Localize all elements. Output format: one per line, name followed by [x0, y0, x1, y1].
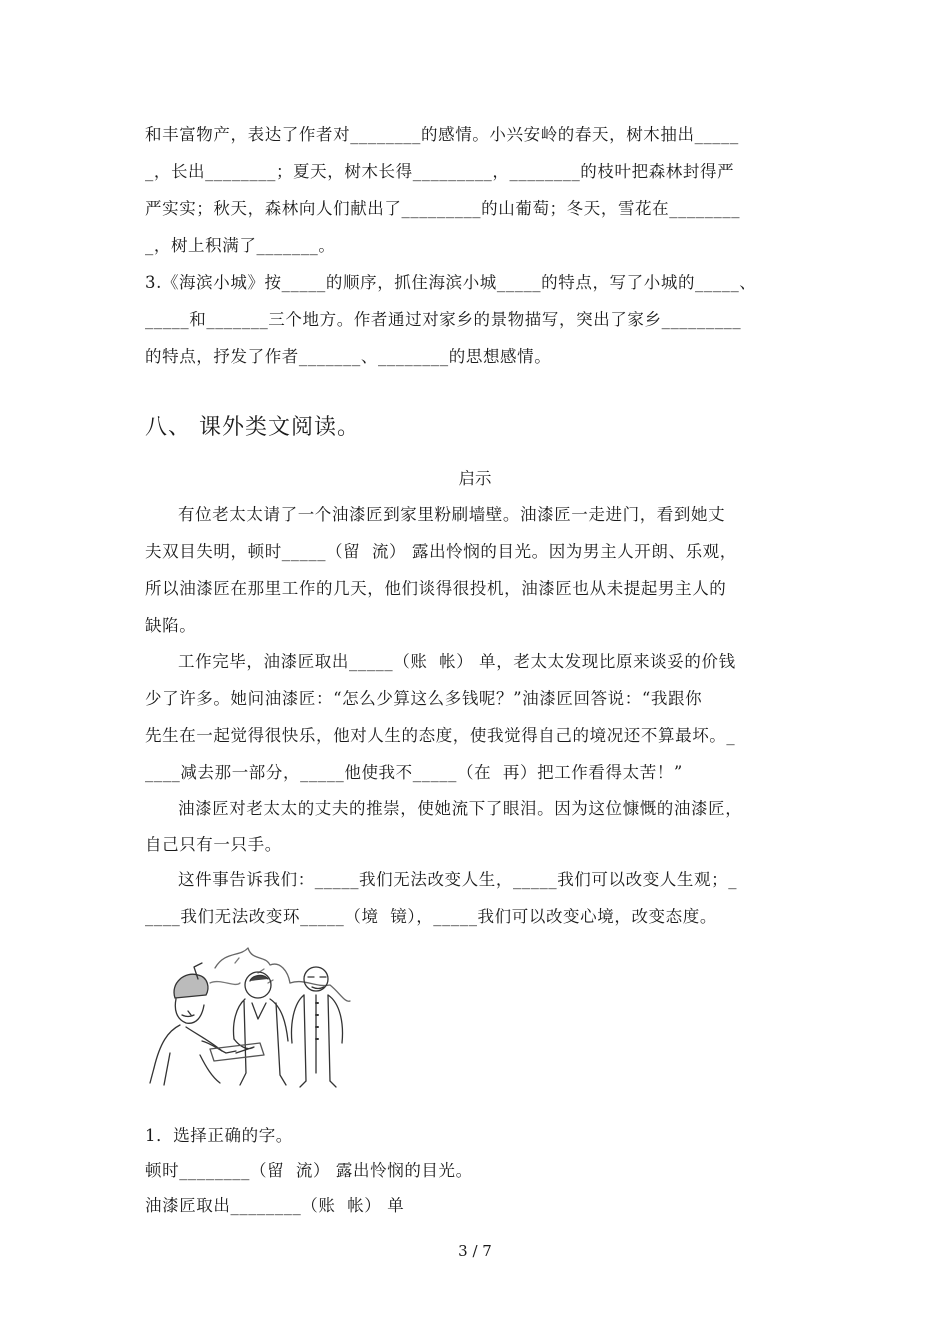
- story-line: 先生在一起觉得很快乐，他对人生的态度，使我觉得自己的境况还不算最坏。_: [145, 726, 736, 745]
- page-number: 3 / 7: [458, 1242, 492, 1260]
- question-item: 油漆匠取出________（账 帐） 单: [145, 1196, 405, 1215]
- story-title: 启示: [458, 469, 492, 488]
- section-heading: 八、 课外类文阅读。: [145, 415, 360, 440]
- passage-line: 和丰富物产，表达了作者对________的感情。小兴安岭的春天，树木抽出_____: [145, 125, 739, 144]
- question-item: 顿时________（留 流） 露出怜悯的目光。: [145, 1161, 473, 1180]
- passage-line: 的特点，抒发了作者_______、________的思想感情。: [145, 347, 552, 366]
- passage-line: _____和_______三个地方。作者通过对家乡的景物描写，突出了家乡_________: [145, 310, 742, 329]
- story-line: 工作完毕，油漆匠取出_____（账 帐） 单，老太太发现比原来谈妥的价钱: [178, 652, 736, 671]
- painter-illustration: [140, 943, 355, 1088]
- question-heading: 1．选择正确的字。: [145, 1126, 293, 1145]
- story-line: 少了许多。她问油漆匠：“怎么少算这么多钱呢？”油漆匠回答说：“我跟你: [145, 689, 703, 708]
- passage-line: 严实实；秋天，森林向人们献出了_________的山葡萄；冬天，雪花在________: [145, 199, 741, 218]
- story-line: 缺陷。: [145, 616, 197, 635]
- story-line: 自己只有一只手。: [145, 835, 282, 854]
- story-line: 这件事告诉我们：_____我们无法改变人生，_____我们可以改变人生观；_: [178, 870, 738, 889]
- story-line: 有位老太太请了一个油漆匠到家里粉刷墙壁。油漆匠一走进门，看到她丈: [178, 505, 726, 524]
- story-line: ____减去那一部分，_____他使我不_____（在 再）把工作看得太苦！”: [145, 763, 683, 782]
- story-line: 油漆匠对老太太的丈夫的推崇，使她流下了眼泪。因为这位慷慨的油漆匠，: [178, 799, 743, 818]
- passage-line: 3.《海滨小城》按_____的顺序，抓住海滨小城_____的特点，写了小城的_____、: [145, 273, 757, 292]
- story-line: ____我们无法改变环_____（境 镜），_____我们可以改变心境，改变态度。: [145, 907, 717, 926]
- story-line: 夫双目失明，顿时_____（留 流） 露出怜悯的目光。因为男主人开朗、乐观，: [145, 542, 737, 561]
- passage-line: _，长出________；夏天，树木长得_________，________的枝叶把森林封得严: [145, 162, 735, 181]
- story-line: 所以油漆匠在那里工作的几天，他们谈得很投机，油漆匠也从未提起男主人的: [145, 579, 727, 598]
- passage-line: _，树上积满了_______。: [145, 236, 336, 255]
